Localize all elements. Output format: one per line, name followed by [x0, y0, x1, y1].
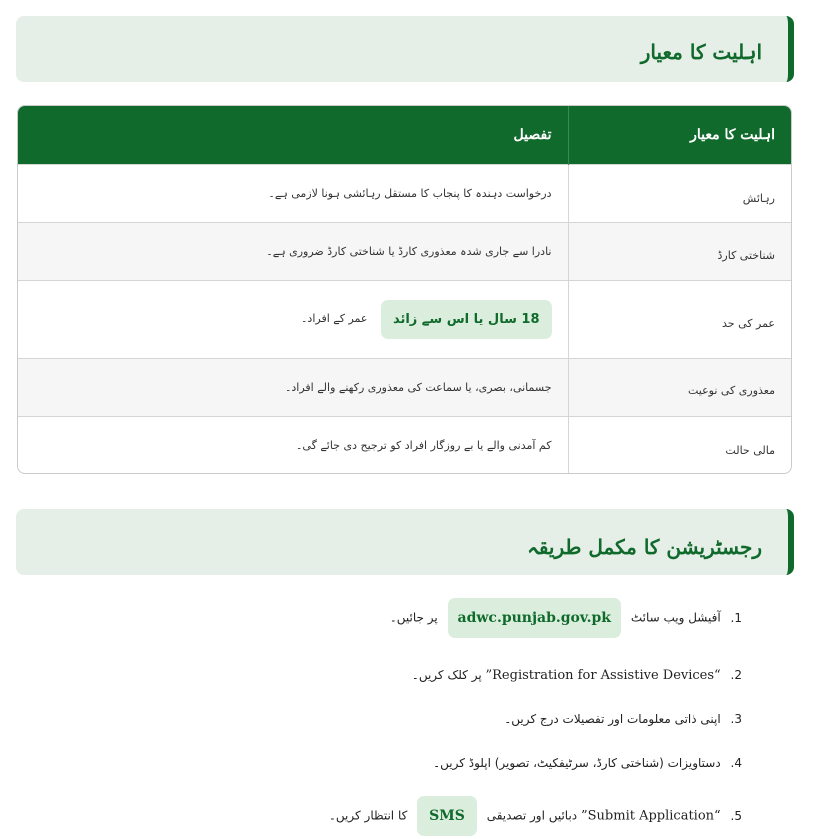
registration-heading: رجسٹریشن کا مکمل طریقہ [527, 535, 762, 559]
table-row [18, 358, 791, 416]
step-number: 1. [730, 610, 742, 625]
details-cell: درخواست دہندہ کا پنجاب کا مستقل رہائشی ہونا لازمی ہے۔ [268, 186, 552, 200]
details-cell: عمر کے افراد۔ [300, 312, 368, 325]
criteria-cell: شناختی کارڈ [717, 248, 775, 262]
step-text: پر جائیں۔ [389, 610, 438, 625]
step-number: 2. [730, 668, 742, 682]
step-text: دبائیں اور تصدیقی [486, 808, 578, 823]
step-text: آفیشل ویب سائٹ [630, 610, 721, 625]
table-header-row [18, 106, 791, 164]
step-text: اپنی ذاتی معلومات اور تفصیلات درج کریں۔ [504, 712, 721, 726]
criteria-cell: مالی حالت [725, 443, 775, 457]
list-item [433, 756, 742, 770]
step-quoted-term: “Submit Application” [580, 808, 721, 824]
criteria-cell: رہائش [742, 191, 775, 205]
website-link[interactable]: adwc.punjab.gov.pk [448, 598, 621, 638]
step-text: پر کلک کریں۔ [411, 668, 482, 682]
column-header-details: تفصیل [18, 106, 568, 164]
eligibility-table [17, 105, 792, 474]
sms-badge: SMS [417, 796, 477, 836]
step-number: 3. [730, 712, 742, 726]
eligibility-heading: اہلیت کا معیار [640, 40, 762, 64]
step-text: دستاویزات (شناختی کارڈ، سرٹیفکیٹ، تصویر) اپلوڈ کریں۔ [433, 756, 721, 770]
step-text: کا انتظار کریں۔ [328, 808, 408, 823]
column-header-criteria: اہلیت کا معیار [568, 106, 791, 164]
list-item [412, 668, 742, 683]
criteria-cell: عمر کی حد [722, 316, 775, 330]
details-cell: نادرا سے جاری شدہ معذوری کارڈ یا شناختی کارڈ ضروری ہے۔ [266, 244, 552, 258]
step-number: 4. [730, 756, 742, 770]
age-highlight-badge: 18 سال یا اس سے زائد [381, 300, 552, 339]
list-item [504, 712, 742, 726]
eligibility-heading-box [16, 16, 794, 82]
step-number: 5. [730, 808, 742, 823]
table-row [18, 164, 791, 222]
table-row [18, 280, 791, 358]
criteria-cell: معذوری کی نوعیت [687, 383, 775, 397]
registration-heading-box [16, 509, 794, 575]
step-quoted-term: “Registration for Assistive Devices” [485, 668, 721, 683]
table-row [18, 416, 791, 474]
list-item [390, 598, 742, 638]
details-cell: کم آمدنی والے یا بے روزگار افراد کو ترجیح دی جائے گی۔ [295, 438, 552, 452]
details-cell: جسمانی، بصری، یا سماعت کی معذوری رکھنے والے افراد۔ [284, 380, 552, 394]
list-item [329, 796, 742, 836]
table-row [18, 222, 791, 280]
